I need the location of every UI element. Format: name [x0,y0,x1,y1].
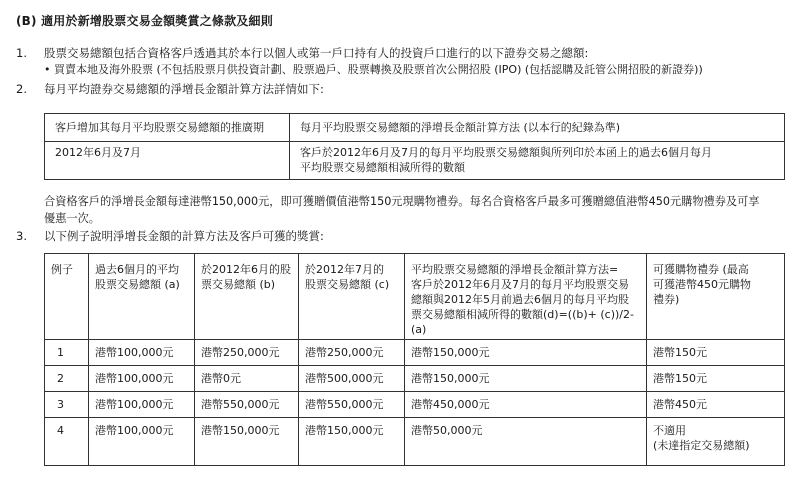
value-b: 港幣550,000元 [195,392,299,418]
value-c: 港幣150,000元 [299,418,405,466]
value-b: 港幣0元 [195,366,299,392]
table-row [45,366,785,392]
paragraph-line: 優惠一次。 [44,212,100,225]
cell-line: 股票交易總額 (c) [305,278,390,291]
paragraph-line: 合資格客戶的淨增長金額每達港幣150,000元，即可獲贈價值港幣150元現購物禮券。每名合資格客戶最多可獲贈總值港幣450元購物禮券及可享 [44,195,760,208]
value-c: 港幣500,000元 [299,366,405,392]
item-text: 每月平均證券交易總額的淨增長金額計算方法詳情如下: [44,82,324,96]
value-d: 港幣50,000元 [405,418,647,466]
example-number: 1 [45,340,89,366]
cell-line: (未達指定交易總額) [653,439,750,452]
value-a: 港幣100,000元 [89,340,195,366]
value-a: 港幣100,000元 [89,366,195,392]
table-header-row [45,254,785,340]
value-a: 港幣100,000元 [89,392,195,418]
value-b: 港幣250,000元 [195,340,299,366]
table-row [45,418,785,466]
table-row [45,392,785,418]
cell-line: 可獲港幣450元購物 [653,278,751,291]
table-row [45,340,785,366]
cell-line: 平均股票交易總額的淨增長金額計算方法= [411,263,619,276]
cell-line: 票交易總額相減所得的數額(d)=((b)+ (c))/2-(a) [411,308,634,336]
value-d: 港幣450,000元 [405,392,647,418]
table-row [45,142,785,180]
table-header-cell: 客戶增加其每月平均股票交易總額的推廣期 [45,114,290,142]
cell-line: 票交易總額 (b) [201,278,276,291]
cell-line: 平均股票交易總額相減所得的數額 [300,161,465,174]
header-example [45,254,89,340]
reward-value: 港幣150元 [647,340,785,366]
calculation-method-cell [290,142,785,180]
cell-line: 可獲購物禮券 (最高 [653,263,749,276]
value-b: 港幣150,000元 [195,418,299,466]
example-number: 3 [45,392,89,418]
cell-line: 股票交易總額 (a) [95,278,180,291]
section-heading: (B) 適用於新增股票交易金額獎賞之條款及細則 [16,14,273,28]
reward-value: 港幣450元 [647,392,785,418]
header-june-total [195,254,299,340]
item-number: 1. [16,46,27,60]
header-july-total [299,254,405,340]
header-reward [647,254,785,340]
table-header-row [45,114,785,142]
item-number: 2. [16,82,27,96]
value-c: 港幣550,000元 [299,392,405,418]
item-bullet: • 買賣本地及海外股票 (不包括股票月供投資計劃、股票過戶、股票轉換及股票首次公開招股 (IPO) (包括認購及託管公開招股的新證券)) [44,63,703,76]
promotion-period-cell: 2012年6月及7月 [45,142,290,180]
value-a: 港幣100,000元 [89,418,195,466]
cell-line: 禮券) [653,293,680,306]
value-c: 港幣250,000元 [299,340,405,366]
table-header-cell: 每月平均股票交易總額的淨增長金額計算方法 (以本行的紀錄為準) [290,114,785,142]
reward-value [647,418,785,466]
item-number: 3. [16,229,27,243]
cell-line: 於2012年7月的 [305,263,384,276]
item-text: 以下例子說明淨增長金額的計算方法及客戶可獲的獎賞: [44,229,324,243]
header-past-average [89,254,195,340]
example-number: 4 [45,418,89,466]
header-net-growth-formula [405,254,647,340]
value-d: 港幣150,000元 [405,366,647,392]
cell-line: 總額與2012年5月前過去6個月的每月平均股 [411,293,629,306]
cell-line: 客戶於2012年6月及7月的每月平均股票交易總額與所列印於本函上的過去6個月每月 [300,146,712,159]
example-number: 2 [45,366,89,392]
item-text: 股票交易總額包括合資格客戶透過其於本行以個人或第一戶口持有人的投資戶口進行的以下證券交易之總額: [44,46,589,60]
cell-line: 例子 [51,263,73,276]
cell-line: 於2012年6月的股 [201,263,291,276]
examples-table [44,253,785,466]
value-d: 港幣150,000元 [405,340,647,366]
cell-line: 不適用 [653,424,686,437]
reward-value: 港幣150元 [647,366,785,392]
cell-line: 客戶於2012年6月及7月的每月平均股票交易 [411,278,629,291]
cell-line: 過去6個月的平均 [95,263,179,276]
calculation-method-table [44,113,785,180]
